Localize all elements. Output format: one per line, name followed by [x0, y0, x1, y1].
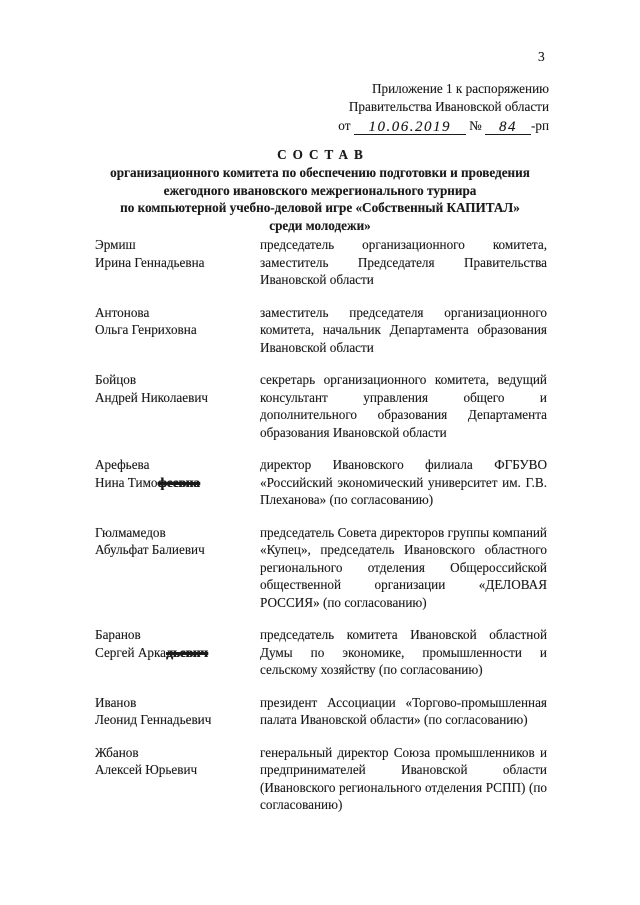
member-row — [95, 456, 547, 509]
document-title — [30, 146, 610, 235]
member-given-name — [95, 761, 260, 779]
member-given-name-smudged-part: феевна — [157, 474, 200, 490]
member-name — [95, 694, 260, 729]
order-date-value: 10.06.2019 — [368, 119, 452, 135]
member-surname: Арефьева — [95, 457, 150, 472]
member-role: директор Ивановского филиала ФГБУВО «Российский экономический университет им. Г.В. Плеханова» (по согласованию) — [260, 457, 547, 507]
member-row — [95, 694, 547, 729]
member-name — [95, 371, 260, 441]
member-given-name — [95, 644, 260, 662]
members-list — [95, 236, 547, 829]
member-name — [95, 626, 260, 679]
title-line-2: организационного комитета по обеспечению подготовки и проведения — [110, 164, 530, 180]
member-role: председатель организационного комитета, заместитель Председателя Правительства Ивановской области — [260, 237, 547, 287]
member-given-name-part: Сергей Арка — [95, 644, 167, 660]
member-surname: Бойцов — [95, 372, 137, 387]
member-surname: Иванов — [95, 694, 137, 710]
page-number: 3 — [538, 49, 545, 64]
order-date-prefix: от — [338, 118, 351, 133]
order-number-sign: № — [469, 118, 482, 133]
member-given-name-part: Ирина Геннадьевна — [95, 254, 205, 270]
member-row — [95, 304, 547, 357]
member-surname: Эрмиш — [95, 237, 136, 252]
member-given-name-part: Алексей Юрьевич — [95, 762, 198, 777]
member-name — [95, 456, 260, 509]
member-surname: Жбанов — [95, 744, 139, 760]
member-given-name-part: Ольга Генриховна — [95, 322, 197, 337]
appendix-line-2: Правительства Ивановской области — [348, 99, 549, 114]
member-row — [95, 626, 547, 679]
member-name — [95, 524, 260, 612]
appendix-header — [338, 80, 549, 135]
member-given-name — [95, 541, 260, 559]
member-role: генеральный директор Союза промышленников и предпринимателей Ивановской области (Ивановского регионального отделения РСПП) (по согласованию) — [260, 744, 547, 812]
member-surname: Гюлмамедов — [95, 524, 166, 540]
title-line-3: ежегодного ивановского межрегионального турнира — [163, 182, 477, 198]
member-given-name — [95, 389, 260, 407]
member-role: заместитель председателя организационного комитета, начальник Департамента образования Ивановской области — [260, 304, 547, 355]
title-line-1: СОСТАВ — [277, 147, 369, 162]
title-line-4: по компьютерной учебно-деловой игре «Собственный КАПИТАЛ» — [120, 200, 520, 216]
member-given-name — [95, 474, 260, 492]
member-name — [95, 304, 260, 357]
order-number-value: 84 — [498, 119, 517, 135]
member-role: секретарь организационного комитета, ведущий консультант управления общего и дополнительного образования Департамента образования Ивановской области — [260, 372, 547, 440]
member-surname: Антонова — [95, 304, 150, 320]
member-given-name-smudged-part: дьевич — [166, 644, 208, 660]
member-given-name-part: Леонид Геннадьевич — [95, 712, 212, 727]
order-date-field — [354, 118, 466, 135]
member-given-name — [95, 321, 260, 339]
member-surname: Баранов — [95, 627, 141, 642]
member-given-name-part: Андрей Николаевич — [95, 389, 209, 405]
member-role: президент Ассоциации «Торгово-промышленная палата Ивановской области» (по согласованию) — [260, 694, 547, 727]
member-given-name — [95, 254, 260, 272]
order-number-suffix: -рп — [530, 118, 549, 133]
member-row — [95, 371, 547, 441]
appendix-line-1: Приложение 1 к распоряжению — [371, 81, 549, 96]
member-role: председатель Совета директоров группы компаний «Купец», председатель Ивановского областного регионального отделения Общероссийской общественной организации «ДЕЛОВАЯ РОССИЯ» (по согласованию) — [260, 524, 547, 610]
member-given-name-part: Абульфат Балиевич — [95, 542, 205, 557]
member-name — [95, 236, 260, 289]
order-number-field — [485, 118, 531, 135]
member-row — [95, 524, 547, 612]
member-role: председатель комитета Ивановской областной Думы по экономике, промышленности и сельскому хозяйству (по согласованию) — [260, 627, 547, 677]
title-line-5: среди молодежи» — [269, 218, 371, 234]
member-row — [95, 236, 547, 289]
member-name — [95, 744, 260, 814]
member-given-name-part: Нина Тимо — [95, 474, 158, 490]
member-row — [95, 744, 547, 814]
appendix-line-3 — [338, 117, 549, 135]
member-given-name — [95, 711, 260, 729]
